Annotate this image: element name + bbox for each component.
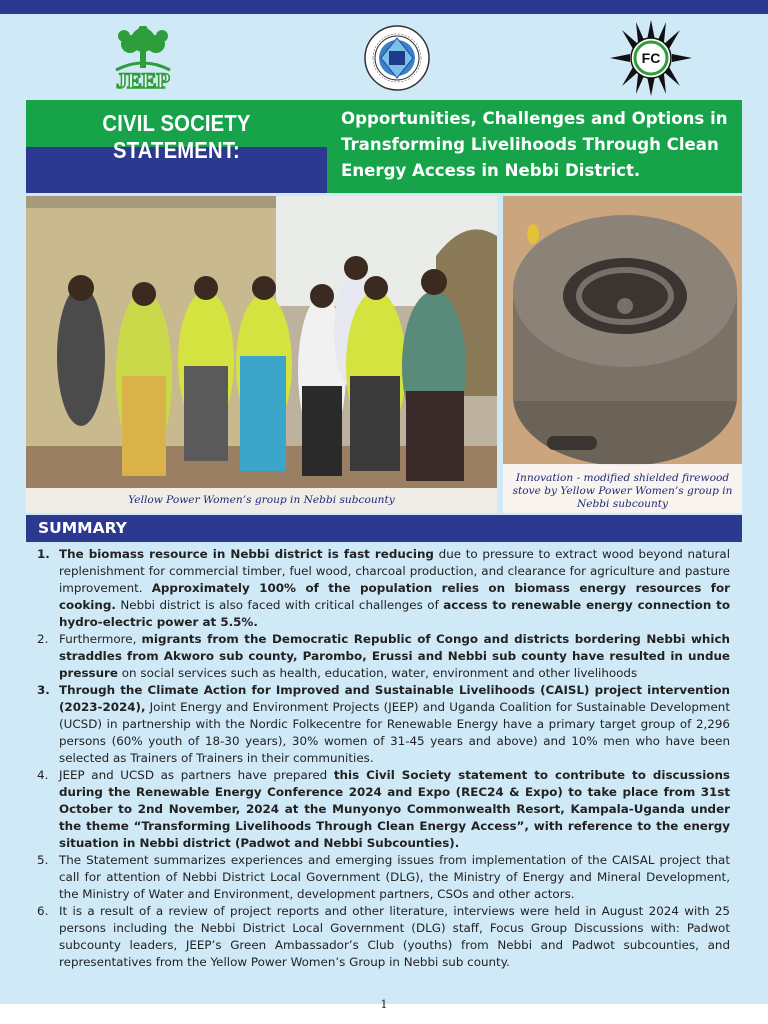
summary-item-text xyxy=(59,631,742,682)
summary-text: on social services such as health, education, water, environment and other livelihoods xyxy=(118,666,638,680)
summary-list xyxy=(26,546,742,971)
stove-photo xyxy=(503,196,742,513)
summary-item-text xyxy=(59,546,742,631)
summary-item xyxy=(26,903,742,971)
summary-text: Joint Energy and Environment Projects (JEEP) and Uganda Coalition for Sustainable Development (UCSD) in partnership with the Nordic Folkecentre for Renewable Energy have a primary target group of 2,296 persons (60% youth of 18-30 years), 30% women of 31-45 years and above) and 10% men who have been selected as Trainers of Trainers in their communities. xyxy=(59,700,730,765)
summary-item xyxy=(26,631,742,682)
summary-item-number: 2. xyxy=(37,632,49,646)
summary-text: due to pressure to extract wood beyond natural replenishment for commercial timber, fuel wood, charcoal production, and clearance for agriculture and pasture improvement. xyxy=(59,547,730,595)
summary-item-text xyxy=(59,767,742,852)
stove-photo-caption: Innovation - modified shielded firewood stove by Yellow Power Women’s group in Nebbi subcounty xyxy=(512,472,733,510)
summary-item-text xyxy=(59,903,742,971)
summary-item xyxy=(26,682,742,767)
summary-item-number: 1. xyxy=(37,547,50,561)
summary-text: Furthermore, xyxy=(59,632,142,646)
summary-heading-bar xyxy=(26,515,742,542)
summary-item-number: 6. xyxy=(37,904,49,918)
summary-bold-text: Through the Climate Action for Improved and Sustainable Livelihoods (CAISL) project intervention (2023-2024), xyxy=(59,683,730,714)
summary-text: The Statement summarizes experiences and emerging issues from implementation of the CAISAL project that call for attention of Nebbi District Local Government (DLG), the Ministry of Energy and Mineral Development, the Ministry of Water and Environment, development partners, CSOs and other actors. xyxy=(59,853,730,901)
statement-label: CIVIL SOCIETY STATEMENT: xyxy=(102,110,251,163)
title-right-block xyxy=(327,100,742,193)
summary-text: It is a result of a review of project reports and other literature, interviews were held in August 2024 with 25 persons including the Nebbi District Local Government (DLG) staff, Focus Group Discussions with: Padwot subcounty leaders, JEEP’s Green Ambassador’s Club (youths) from Nebbi and Padwot subcounties, and representatives from the Yellow Power Women’s Group in Nebbi sub county. xyxy=(59,904,730,969)
summary-item xyxy=(26,852,742,903)
summary-bold-text: access to renewable energy connection to hydro-electric power at 5.5%. xyxy=(59,598,730,629)
jeep-logo xyxy=(96,26,190,92)
summary-bold-text: migrants from the Democratic Republic of Congo and districts bordering Nebbi which straddles from Akworo sub county, Parombo, Erussi and Nebbi sub county have resulted in undue pressure xyxy=(59,632,730,680)
summary-item xyxy=(26,767,742,852)
summary-text: JEEP and UCSD as partners have prepared xyxy=(59,768,334,782)
svg-text:JEEP: JEEP xyxy=(116,68,170,92)
summary-item-number: 5. xyxy=(37,853,49,867)
summary-text: Nebbi district is also faced with critical challenges of xyxy=(115,598,444,612)
summary-item xyxy=(26,546,742,631)
summary-item-number: 3. xyxy=(37,683,50,697)
group-photo xyxy=(26,196,497,513)
summary-heading: SUMMARY xyxy=(38,519,127,537)
document-title: Opportunities, Challenges and Options in Transforming Livelihoods Through Clean Energy Access in Nebbi District. xyxy=(341,109,728,180)
summary-bold-text: Approximately 100% of the population relies on biomass energy resources for cooking. xyxy=(59,581,730,612)
group-photo-caption: Yellow Power Women’s group in Nebbi subcounty xyxy=(128,494,395,506)
summary-bold-text: The biomass resource in Nebbi district is fast reducing xyxy=(59,547,434,561)
summary-item-number: 4. xyxy=(37,768,49,782)
svg-text:FC: FC xyxy=(641,50,661,66)
page-number: 1 xyxy=(380,998,388,1011)
fc-logo xyxy=(608,18,694,98)
summary-item-text xyxy=(59,852,742,903)
title-banner xyxy=(26,100,742,193)
summary-bold-text: this Civil Society statement to contribute to discussions during the Renewable Energy Conference 2024 and Expo (REC24 & Expo) to take place from 31st October to 2nd November, 2024 at the Munyonyo Commonwealth Resort, Kampala-Uganda under the theme “Transforming Livelihoods Through Clean Energy Access”, with reference to the energy situation in Nebbi district (Padwot and Nebbi Subcounties). xyxy=(59,768,730,850)
ucsd-seal xyxy=(363,24,431,92)
summary-item-text xyxy=(59,682,742,767)
top-bar xyxy=(0,0,768,14)
